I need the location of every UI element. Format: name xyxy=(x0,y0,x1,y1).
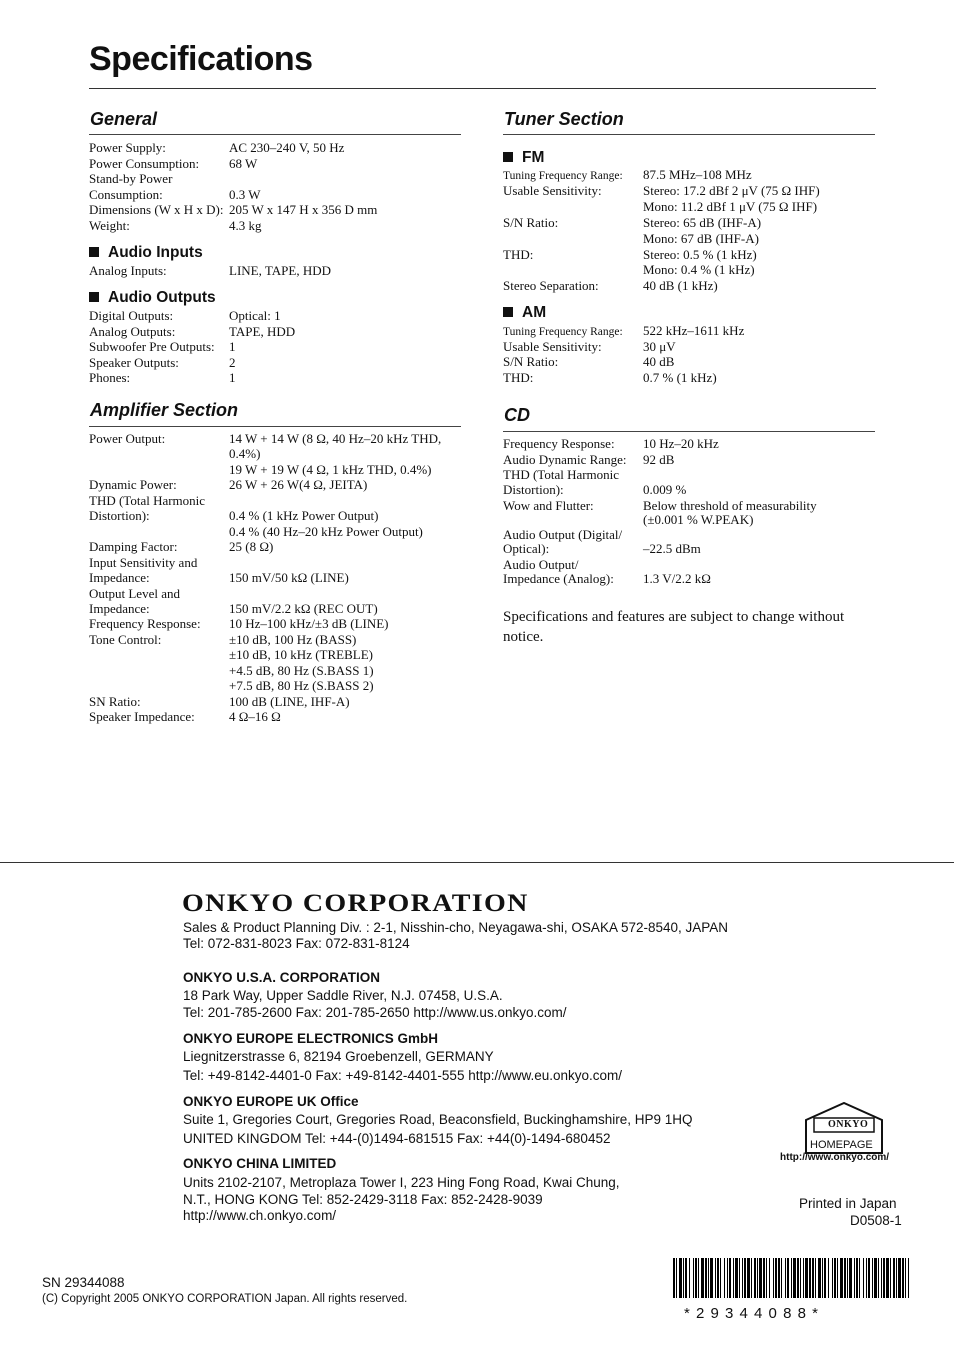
hq-contact: Tel: 072-831-8023 Fax: 072-831-8124 xyxy=(183,936,410,951)
spec-row xyxy=(503,214,762,231)
spec-row xyxy=(89,140,345,156)
barcode-bar xyxy=(878,1258,879,1298)
spec-note-line-1: Specifications and features are subject to change without xyxy=(503,609,845,625)
spec-value: 0.4 % (1 kHz Power Output) xyxy=(229,508,379,524)
spec-label: Distortion): xyxy=(89,508,150,524)
spec-label: Power Output: xyxy=(89,431,166,446)
barcode-bar xyxy=(800,1258,801,1298)
spec-value: 26 W + 26 W(4 Ω, JEITA) xyxy=(229,477,368,493)
barcode-bar xyxy=(698,1258,699,1298)
spec-label: Digital Outputs: xyxy=(89,308,174,323)
spec-value: –22.5 dBm xyxy=(643,541,701,556)
serial-number: SN 29344088 xyxy=(42,1275,125,1290)
spec-value: (±0.001 % W.PEAK) xyxy=(643,512,754,527)
spec-row xyxy=(89,431,442,447)
barcode-bar xyxy=(815,1258,816,1298)
usa-contact: Tel: 201-785-2600 Fax: 201-785-2650 http://www.us.onkyo.com/ xyxy=(183,1005,567,1020)
barcode-bar xyxy=(868,1258,870,1298)
badge-url: http://www.onkyo.com/ xyxy=(780,1152,890,1163)
spec-label: Stereo Separation: xyxy=(503,278,599,294)
spec-row xyxy=(89,263,331,279)
footer-divider xyxy=(0,862,954,863)
spec-value: Mono: 11.2 dBf 1 μV (75 Ω IHF) xyxy=(643,198,818,214)
spec-value: 19 W + 19 W (4 Ω, 1 kHz THD, 0.4%) xyxy=(229,461,432,477)
barcode-bar xyxy=(834,1258,836,1298)
spec-label: Output Level and xyxy=(89,585,180,601)
printed-in: Printed in Japan xyxy=(799,1196,897,1211)
spec-label: Usable Sensitivity: xyxy=(503,182,602,198)
eu-address: Liegnitzerstrasse 6, 82194 Groebenzell, GERMANY xyxy=(183,1049,494,1064)
square-bullet-icon xyxy=(503,152,513,162)
barcode-bar xyxy=(832,1258,833,1298)
spec-label: Optical): xyxy=(503,541,550,556)
audio-inputs-heading: Audio Inputs xyxy=(89,244,203,262)
spec-label: Speaker Outputs: xyxy=(89,354,179,370)
spec-label: THD (Total Harmonic xyxy=(89,492,206,508)
barcode-bar xyxy=(874,1258,877,1298)
spec-row xyxy=(89,600,378,617)
spec-value: +7.5 dB, 80 Hz (S.BASS 2) xyxy=(229,678,374,694)
barcode-bar xyxy=(805,1258,808,1298)
barcode-bar xyxy=(828,1258,829,1298)
spec-value: 10 Hz–20 kHz xyxy=(643,436,719,451)
spec-label: Phones: xyxy=(89,370,131,386)
barcode-bar xyxy=(866,1258,867,1298)
spec-row xyxy=(503,323,745,340)
barcode-bar xyxy=(886,1258,889,1298)
spec-row xyxy=(503,182,820,199)
general-heading: General xyxy=(90,109,158,129)
spec-label: Analog Inputs: xyxy=(89,263,167,278)
barcode-bar xyxy=(729,1258,731,1298)
spec-label: Tuning Frequency Range: xyxy=(503,170,623,182)
spec-label: Frequency Response: xyxy=(503,436,615,451)
spec-value: 25 (8 Ω) xyxy=(229,539,274,555)
barcode-bar xyxy=(809,1258,811,1298)
barcode-bar xyxy=(742,1258,743,1298)
barcode-bar xyxy=(890,1258,891,1298)
spec-row xyxy=(89,323,296,340)
barcode-bar xyxy=(769,1258,770,1298)
spec-row xyxy=(503,452,675,468)
spec-value: 87.5 MHz–108 MHz xyxy=(643,167,752,182)
spec-value: 4 Ω–16 Ω xyxy=(229,709,281,725)
spec-label: Damping Factor: xyxy=(89,539,178,555)
barcode-bar xyxy=(735,1258,738,1298)
spec-value: 92 dB xyxy=(643,452,675,467)
spec-row xyxy=(89,218,262,234)
usa-office-name: ONKYO U.S.A. CORPORATION xyxy=(183,970,381,985)
china-address: Units 2102-2107, Metroplaza Tower I, 223 Hing Fong Road, Kwai Chung, xyxy=(183,1175,620,1190)
barcode-bar xyxy=(679,1258,682,1298)
spec-row xyxy=(89,493,205,509)
barcode-bar xyxy=(905,1258,906,1298)
spec-row xyxy=(89,308,281,324)
barcode-bar xyxy=(739,1258,740,1298)
spec-row xyxy=(503,482,687,498)
spec-row xyxy=(503,167,752,184)
barcode-graphic xyxy=(673,1258,911,1298)
barcode-bar xyxy=(822,1258,823,1298)
barcode-bar xyxy=(757,1258,758,1298)
spec-row xyxy=(89,709,281,725)
barcode-bar xyxy=(766,1258,767,1298)
square-bullet-icon xyxy=(89,292,99,302)
onkyo-corporation-logo: ONKYO CORPORATION xyxy=(182,890,529,917)
spec-row xyxy=(89,616,389,632)
spec-row xyxy=(89,477,368,493)
barcode-bar xyxy=(773,1258,774,1298)
barcode-bar xyxy=(849,1258,852,1298)
spec-label: Input Sensitivity and xyxy=(89,554,198,570)
spec-row xyxy=(89,155,258,172)
barcode-bar xyxy=(693,1258,694,1298)
spec-value: 0.7 % (1 kHz) xyxy=(643,369,717,385)
spec-value: 205 W x 147 H x 356 D mm xyxy=(229,202,378,218)
spec-row xyxy=(89,339,236,355)
barcode-bar xyxy=(717,1258,719,1298)
spec-value: ±10 dB, 100 Hz (BASS) xyxy=(229,631,357,647)
square-bullet-icon xyxy=(89,247,99,257)
spec-value: 522 kHz–1611 kHz xyxy=(643,323,745,338)
square-bullet-icon xyxy=(503,307,513,317)
spec-row xyxy=(89,508,379,524)
barcode-bar xyxy=(908,1258,909,1298)
spec-row xyxy=(503,278,718,294)
barcode-bar xyxy=(754,1258,756,1298)
spec-label: S/N Ratio: xyxy=(503,354,559,370)
spec-value: 0.009 % xyxy=(643,482,687,497)
spec-label: Tuning Frequency Range: xyxy=(503,326,623,338)
spec-value: Mono: 67 dB (IHF-A) xyxy=(643,230,759,246)
spec-label: Dynamic Power: xyxy=(89,477,177,493)
uk-office-name: ONKYO EUROPE UK Office xyxy=(183,1094,359,1109)
china-website: http://www.ch.onkyo.com/ xyxy=(183,1208,337,1223)
spec-row xyxy=(89,354,236,371)
spec-value: Mono: 0.4 % (1 kHz) xyxy=(643,262,755,278)
spec-value: 1 xyxy=(229,370,236,386)
barcode-bar xyxy=(744,1258,746,1298)
spec-value: 150 mV/50 kΩ (LINE) xyxy=(229,570,349,586)
spec-row xyxy=(503,338,676,355)
china-contact: N.T., HONG KONG Tel: 852-2429-3118 Fax: 852-2428-9039 xyxy=(183,1192,543,1207)
barcode-bar xyxy=(705,1258,707,1298)
spec-label: Distortion): xyxy=(503,482,564,497)
doc-code: D0508-1 xyxy=(850,1213,902,1228)
copyright: (C) Copyright 2005 ONKYO CORPORATION Japan. All rights reserved. xyxy=(42,1293,408,1305)
barcode-bar xyxy=(856,1258,858,1298)
barcode-bar xyxy=(896,1258,897,1298)
barcode-bar xyxy=(818,1258,821,1298)
barcode-bar xyxy=(787,1258,789,1298)
barcode-bar xyxy=(683,1258,684,1298)
barcode-bar xyxy=(763,1258,765,1298)
barcode-bar xyxy=(902,1258,904,1298)
spec-row xyxy=(89,186,261,203)
spec-value: 40 dB (1 kHz) xyxy=(643,278,718,294)
spec-value: 4.3 kg xyxy=(229,218,262,233)
barcode-text: * 2 9 3 4 4 0 8 8 * xyxy=(684,1305,819,1322)
barcode-bar xyxy=(781,1258,782,1298)
barcode-bar xyxy=(775,1258,777,1298)
barcode-bar xyxy=(797,1258,799,1298)
barcode-bar xyxy=(751,1258,752,1298)
barcode-bar xyxy=(695,1258,697,1298)
spec-row xyxy=(503,354,675,370)
barcode-bar xyxy=(715,1258,716,1298)
barcode-bar xyxy=(727,1258,728,1298)
barcode-bar xyxy=(803,1258,804,1298)
spec-row xyxy=(503,498,817,514)
spec-row xyxy=(89,555,197,571)
barcode-bar xyxy=(701,1258,704,1298)
spec-label: Speaker Impedance: xyxy=(89,709,195,725)
barcode-bar xyxy=(847,1258,848,1298)
spec-row xyxy=(89,631,357,648)
homepage-badge xyxy=(804,1102,884,1154)
spec-label: THD: xyxy=(503,369,534,385)
spec-row xyxy=(89,539,274,555)
spec-label: Frequency Response: xyxy=(89,616,201,632)
barcode-bar xyxy=(854,1258,855,1298)
spec-label: Tone Control: xyxy=(89,631,162,647)
barcode-bar xyxy=(720,1258,721,1298)
spec-label: SN Ratio: xyxy=(89,693,141,709)
uk-address: Suite 1, Gregories Court, Gregories Road, Beaconsfield, Buckinghamshire, HP9 1HQ xyxy=(183,1112,693,1127)
cd-rule xyxy=(503,431,875,432)
barcode-bar xyxy=(883,1258,885,1298)
spec-row xyxy=(503,246,757,263)
spec-value: Stereo: 0.5 % (1 kHz) xyxy=(643,246,757,262)
barcode xyxy=(673,1258,911,1298)
china-office-name: ONKYO CHINA LIMITED xyxy=(183,1156,337,1171)
spec-value: LINE, TAPE, HDD xyxy=(229,263,331,278)
barcode-bar xyxy=(724,1258,725,1298)
spec-row xyxy=(89,693,350,710)
barcode-bar xyxy=(837,1258,838,1298)
usa-address: 18 Park Way, Upper Saddle River, N.J. 07458, U.S.A. xyxy=(183,988,503,1003)
barcode-bar xyxy=(844,1258,846,1298)
spec-row xyxy=(503,436,719,452)
spec-value: +4.5 dB, 80 Hz (S.BASS 1) xyxy=(229,662,374,678)
tuner-heading: Tuner Section xyxy=(504,109,624,129)
spec-label: Weight: xyxy=(89,218,130,233)
hq-address: Sales & Product Planning Div. : 2-1, Nisshin-cho, Neyagawa-shi, OSAKA 572-8540, JAPAN xyxy=(183,920,729,935)
spec-label: Subwoofer Pre Outputs: xyxy=(89,339,215,355)
spec-value: 0.4 % (40 Hz–20 kHz Power Output) xyxy=(229,523,423,539)
spec-label: Audio Output/ xyxy=(503,557,579,572)
spec-label: Dimensions (W x H x D): xyxy=(89,202,224,218)
spec-label: Wow and Flutter: xyxy=(503,498,594,513)
am-heading: AM xyxy=(503,304,546,322)
page-title: Specifications xyxy=(89,40,313,78)
barcode-bar xyxy=(778,1258,780,1298)
cd-heading: CD xyxy=(504,405,530,425)
spec-value: 14 W + 14 W (8 Ω, 40 Hz–20 kHz THD, xyxy=(229,431,442,446)
barcode-bar xyxy=(893,1258,895,1298)
barcode-bar xyxy=(733,1258,734,1298)
barcode-bar xyxy=(840,1258,843,1298)
spec-note-line-2: notice. xyxy=(503,629,544,645)
barcode-bar xyxy=(676,1258,677,1298)
spec-row xyxy=(503,541,701,557)
barcode-bar xyxy=(812,1258,814,1298)
spec-value: Stereo: 17.2 dBf 2 μV (75 Ω IHF) xyxy=(643,182,820,198)
barcode-bar xyxy=(759,1258,762,1298)
spec-value: 68 W xyxy=(229,155,258,171)
barcode-bar xyxy=(791,1258,792,1298)
uk-contact: UNITED KINGDOM Tel: +44-(0)1494-681515 Fax: +44(0)-1494-680452 xyxy=(183,1131,611,1146)
barcode-bar xyxy=(863,1258,864,1298)
fm-heading: FM xyxy=(503,149,544,167)
tuner-rule xyxy=(503,134,875,135)
spec-label: Impedance (Analog): xyxy=(503,571,614,586)
spec-row xyxy=(89,586,180,602)
spec-label: Analog Outputs: xyxy=(89,323,176,339)
spec-label: Power Supply: xyxy=(89,140,166,155)
audio-outputs-heading: Audio Outputs xyxy=(89,289,216,307)
eu-office-name: ONKYO EUROPE ELECTRONICS GmbH xyxy=(183,1031,439,1046)
barcode-bar xyxy=(872,1258,873,1298)
spec-value: TAPE, HDD xyxy=(229,323,296,339)
barcode-bar xyxy=(689,1258,690,1298)
spec-value: 100 dB (LINE, IHF-A) xyxy=(229,693,350,709)
spec-label: Usable Sensitivity: xyxy=(503,338,602,354)
spec-label: THD (Total Harmonic xyxy=(503,467,620,482)
spec-value: 0.3 W xyxy=(229,186,261,202)
barcode-bar xyxy=(898,1258,901,1298)
spec-value: 30 μV xyxy=(643,338,676,354)
spec-value: ±10 dB, 10 kHz (TREBLE) xyxy=(229,647,373,663)
barcode-bar xyxy=(881,1258,882,1298)
spec-value: 40 dB xyxy=(643,354,675,370)
spec-value: Below threshold of measurability xyxy=(643,498,817,513)
spec-label: S/N Ratio: xyxy=(503,214,559,230)
amplifier-heading: Amplifier Section xyxy=(90,400,239,420)
barcode-bar xyxy=(673,1258,675,1298)
spec-row xyxy=(503,369,717,386)
badge-label: HOMEPAGE xyxy=(810,1139,873,1151)
amplifier-rule xyxy=(89,426,461,427)
spec-value: 2 xyxy=(229,354,236,370)
spec-label: Consumption: xyxy=(89,186,163,202)
spec-value: 10 Hz–100 kHz/±3 dB (LINE) xyxy=(229,616,389,632)
spec-value: Optical: 1 xyxy=(229,308,281,323)
general-rule xyxy=(89,134,461,135)
spec-label: Power Consumption: xyxy=(89,155,200,171)
spec-row xyxy=(89,570,349,586)
spec-value: AC 230–240 V, 50 Hz xyxy=(229,140,345,155)
barcode-bar xyxy=(793,1258,796,1298)
barcode-bar xyxy=(859,1258,860,1298)
eu-contact: Tel: +49-8142-4401-0 Fax: +49-8142-4401-555 http://www.eu.onkyo.com/ xyxy=(183,1068,623,1083)
spec-value: 0.4%) xyxy=(229,446,261,462)
badge-brand: ONKYO xyxy=(828,1119,869,1130)
spec-row xyxy=(503,467,619,483)
spec-label: Impedance: xyxy=(89,570,150,586)
barcode-bar xyxy=(747,1258,750,1298)
title-rule xyxy=(89,88,876,89)
spec-value: 1 xyxy=(229,339,236,355)
spec-row xyxy=(89,202,378,218)
spec-value: 150 mV/2.2 kΩ (REC OUT) xyxy=(229,600,378,616)
spec-row xyxy=(89,370,236,386)
barcode-bar xyxy=(708,1258,709,1298)
barcode-bar xyxy=(824,1258,826,1298)
barcode-bar xyxy=(685,1258,687,1298)
spec-label: Stand-by Power xyxy=(89,171,173,187)
spec-label: Impedance: xyxy=(89,600,150,616)
spec-value: 1.3 V/2.2 kΩ xyxy=(643,571,711,586)
spec-label: Audio Dynamic Range: xyxy=(503,452,627,467)
spec-label: THD: xyxy=(503,246,534,262)
spec-row xyxy=(89,171,172,187)
spec-value: Stereo: 65 dB (IHF-A) xyxy=(643,214,762,230)
barcode-bar xyxy=(710,1258,713,1298)
spec-row xyxy=(503,571,711,587)
spec-label: Audio Output (Digital/ xyxy=(503,527,623,542)
barcode-bar xyxy=(785,1258,786,1298)
